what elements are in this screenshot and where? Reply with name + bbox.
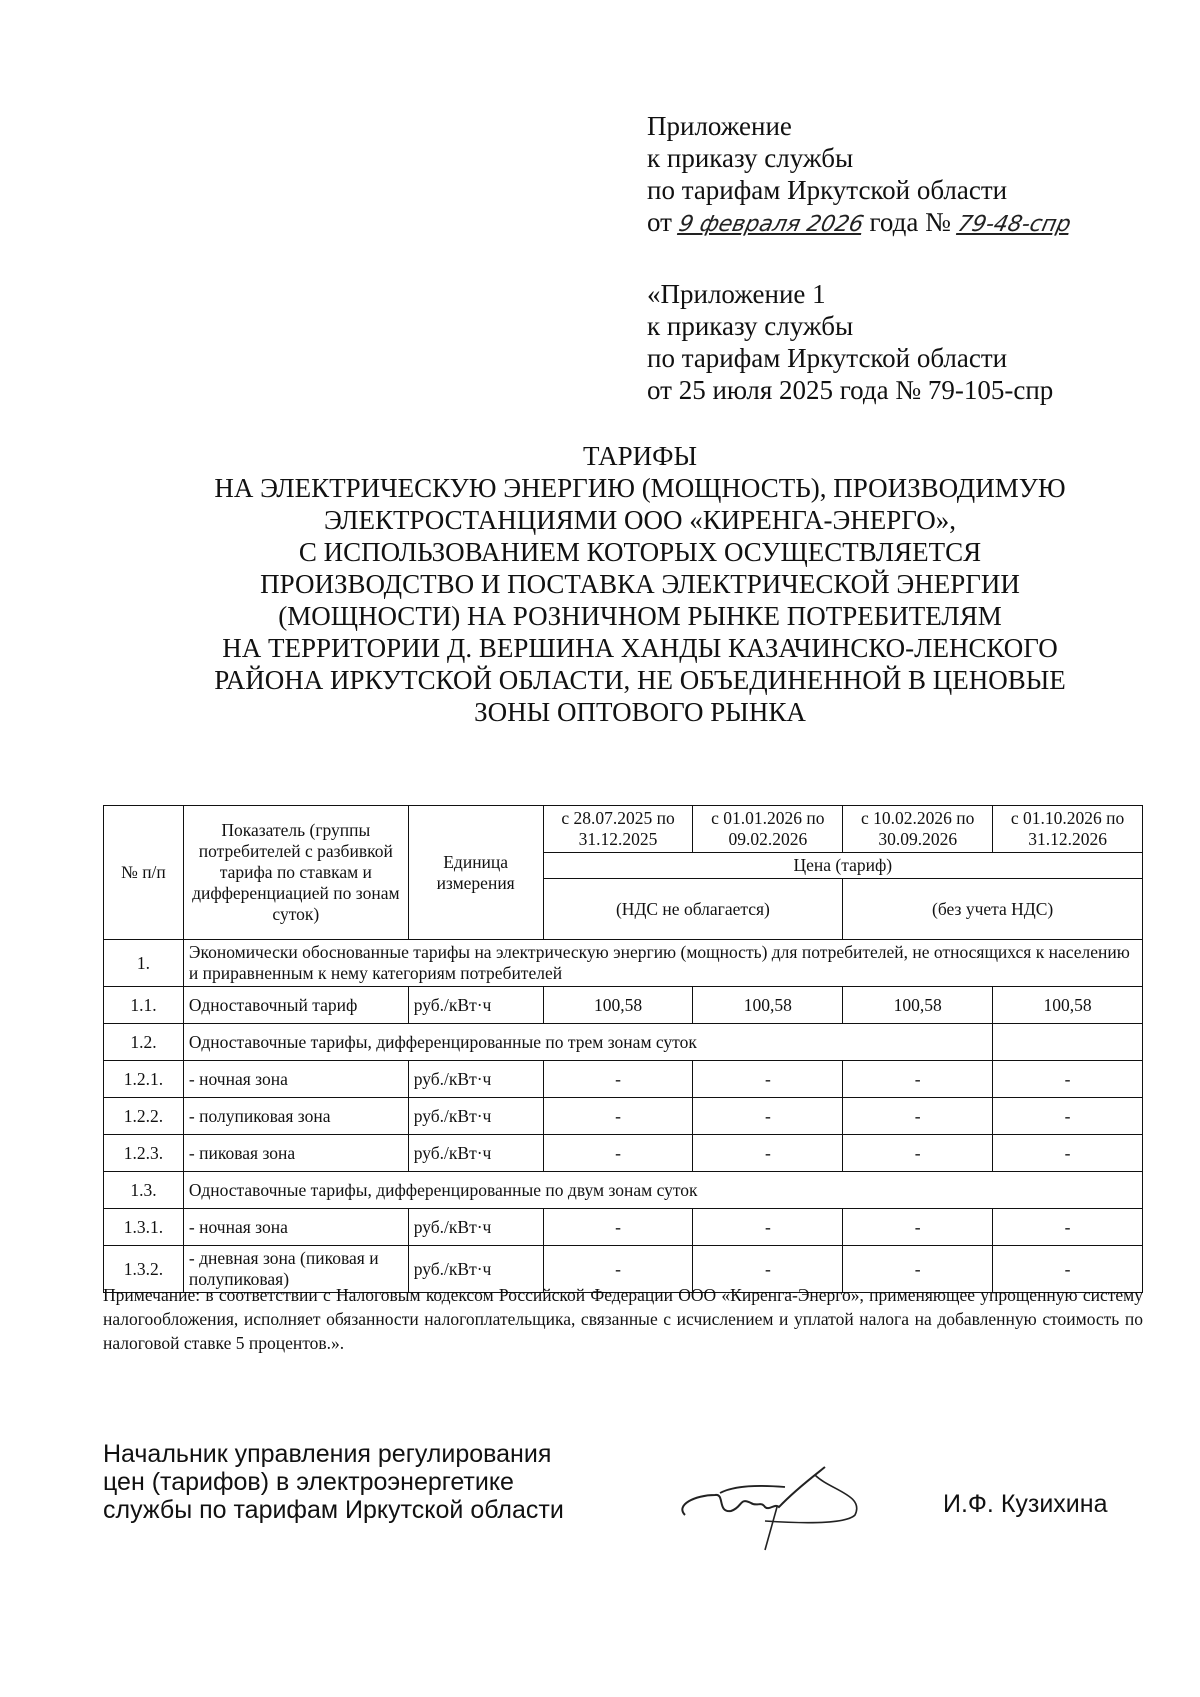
header-indicator: Показатель (группы потребителей с разбивкой тарифа по ставкам и дифференциацией по зонам суток) xyxy=(183,806,408,940)
row-label: - полупиковая зона xyxy=(183,1098,408,1135)
table-row xyxy=(104,1024,1143,1061)
row-unit: руб./кВт·ч xyxy=(408,1246,543,1293)
row-unit: руб./кВт·ч xyxy=(408,1098,543,1135)
row-value: 100,58 xyxy=(693,987,843,1024)
handwritten-signature xyxy=(665,1445,875,1555)
signer-position-line: Начальник управления регулирования xyxy=(103,1440,552,1468)
signer-position-line: цен (тарифов) в электроэнергетике xyxy=(103,1468,514,1496)
row-value: - xyxy=(543,1209,693,1246)
table-row xyxy=(104,940,1143,987)
row-num: 1.2.1. xyxy=(104,1061,184,1098)
row-num: 1.2.2. xyxy=(104,1098,184,1135)
row-value: - xyxy=(693,1061,843,1098)
row-num: 1.3. xyxy=(104,1172,184,1209)
table-row xyxy=(104,1135,1143,1172)
appendix-line: к приказу службы xyxy=(647,143,854,173)
row-unit: руб./кВт·ч xyxy=(408,987,543,1024)
row-value: 100,58 xyxy=(993,987,1143,1024)
header-without-vat: (без учета НДС) xyxy=(843,879,1143,940)
row-unit: руб./кВт·ч xyxy=(408,1209,543,1246)
row-value: - xyxy=(993,1246,1143,1293)
row-value: - xyxy=(993,1061,1143,1098)
appendix1-line: от 25 июля 2025 года № 79-105-спр xyxy=(647,375,1054,405)
document-title xyxy=(150,440,1130,728)
appendix1-header xyxy=(647,278,1053,406)
appendix-header xyxy=(647,110,1073,241)
row-value: - xyxy=(843,1061,993,1098)
row-label: - ночная зона xyxy=(183,1209,408,1246)
row-value: - xyxy=(543,1135,693,1172)
table-header-row xyxy=(104,806,1143,853)
row-label: Одноставочные тарифы, дифференцированные по трем зонам суток xyxy=(183,1024,992,1061)
row-unit: руб./кВт·ч xyxy=(408,1135,543,1172)
row-num: 1.3.2. xyxy=(104,1246,184,1293)
title-line: (МОЩНОСТИ) НА РОЗНИЧНОМ РЫНКЕ ПОТРЕБИТЕЛЯМ xyxy=(278,601,1002,631)
row-num: 1.2. xyxy=(104,1024,184,1061)
title-line: С ИСПОЛЬЗОВАНИЕМ КОТОРЫХ ОСУЩЕСТВЛЯЕТСЯ xyxy=(298,537,982,567)
row-value: 100,58 xyxy=(543,987,693,1024)
appendix-line: по тарифам Иркутской области xyxy=(647,175,1008,205)
row-label: Одноставочные тарифы, дифференцированные по двум зонам суток xyxy=(183,1172,1142,1209)
date-prefix: от xyxy=(647,207,672,237)
row-value: - xyxy=(693,1209,843,1246)
row-value: 100,58 xyxy=(843,987,993,1024)
row-label: Экономически обоснованные тарифы на электрическую энергию (мощность) для потребителей, не относящихся к населению и приравненным к нему категориям потребителей xyxy=(183,940,1142,987)
appendix-line: Приложение xyxy=(647,111,792,141)
row-unit: руб./кВт·ч xyxy=(408,1061,543,1098)
row-value: - xyxy=(543,1246,693,1293)
title-line: ЗОНЫ ОПТОВОГО РЫНКА xyxy=(474,697,806,727)
table-row xyxy=(104,987,1143,1024)
row-num: 1. xyxy=(104,940,184,987)
row-value: - xyxy=(843,1209,993,1246)
signature-block xyxy=(103,1440,564,1524)
row-num: 1.3.1. xyxy=(104,1209,184,1246)
header-price: Цена (тариф) xyxy=(543,853,1142,879)
row-value: - xyxy=(693,1098,843,1135)
header-unit: Единица измерения xyxy=(408,806,543,940)
title-line: НА ЭЛЕКТРИЧЕСКУЮ ЭНЕРГИЮ (МОЩНОСТЬ), ПРОИЗВОДИМУЮ xyxy=(214,473,1066,503)
title-line: ТАРИФЫ xyxy=(582,441,698,471)
row-num: 1.2.3. xyxy=(104,1135,184,1172)
row-label: - пиковая зона xyxy=(183,1135,408,1172)
row-num: 1.1. xyxy=(104,987,184,1024)
signer-position-line: службы по тарифам Иркутской области xyxy=(103,1496,564,1524)
appendix1-line: по тарифам Иркутской области xyxy=(647,343,1008,373)
row-label: Одноставочный тариф xyxy=(183,987,408,1024)
title-line: НА ТЕРРИТОРИИ Д. ВЕРШИНА ХАНДЫ КАЗАЧИНСКО-ЛЕНСКОГО xyxy=(222,633,1058,663)
title-line: ЭЛЕКТРОСТАНЦИЯМИ ООО «КИРЕНГА-ЭНЕРГО», xyxy=(324,505,956,535)
title-line: РАЙОНА ИРКУТСКОЙ ОБЛАСТИ, НЕ ОБЪЕДИНЕННОЙ В ЦЕНОВЫЕ xyxy=(214,665,1066,695)
header-period: с 28.07.2025 по 31.12.2025 xyxy=(543,806,693,853)
row-value: - xyxy=(693,1246,843,1293)
number-prefix: года № xyxy=(869,207,951,237)
table-row xyxy=(104,1061,1143,1098)
signer-name: И.Ф. Кузихина xyxy=(943,1490,1108,1518)
row-label: - дневная зона (пиковая и полупиковая) xyxy=(183,1246,408,1293)
table-row xyxy=(104,1172,1143,1209)
row-empty xyxy=(993,1024,1143,1061)
table-row xyxy=(104,1098,1143,1135)
row-label: - ночная зона xyxy=(183,1061,408,1098)
row-value: - xyxy=(843,1246,993,1293)
tariff-table xyxy=(103,805,1143,1293)
handwritten-number: 79-48-спр xyxy=(955,212,1073,237)
row-value: - xyxy=(993,1135,1143,1172)
appendix1-line: «Приложение 1 xyxy=(647,279,826,309)
appendix-date-line xyxy=(647,206,1073,241)
handwritten-date: 9 февраля 2026 xyxy=(676,212,866,237)
table-row xyxy=(104,1209,1143,1246)
header-period: с 01.10.2026 по 31.12.2026 xyxy=(993,806,1143,853)
header-vat-exempt: (НДС не облагается) xyxy=(543,879,843,940)
row-value: - xyxy=(693,1135,843,1172)
header-period: с 10.02.2026 по 30.09.2026 xyxy=(843,806,993,853)
header-period: с 01.01.2026 по 09.02.2026 xyxy=(693,806,843,853)
row-value: - xyxy=(843,1135,993,1172)
row-value: - xyxy=(993,1098,1143,1135)
row-value: - xyxy=(993,1209,1143,1246)
header-num: № п/п xyxy=(104,806,184,940)
title-line: ПРОИЗВОДСТВО И ПОСТАВКА ЭЛЕКТРИЧЕСКОЙ ЭНЕРГИИ xyxy=(260,569,1020,599)
note: Примечание: в соответствии с Налоговым кодексом Российской Федерации ООО «Киренга-Энерго», применяющее упрощенную систему налогообложения, исполняет обязанности налогоплательщика, связанные с исчислением и уплатой налога на добавленную стоимость по налоговой ставке 5 процентов.». xyxy=(103,1285,1143,1353)
row-value: - xyxy=(543,1098,693,1135)
row-value: - xyxy=(843,1098,993,1135)
row-value: - xyxy=(543,1061,693,1098)
appendix1-line: к приказу службы xyxy=(647,311,854,341)
